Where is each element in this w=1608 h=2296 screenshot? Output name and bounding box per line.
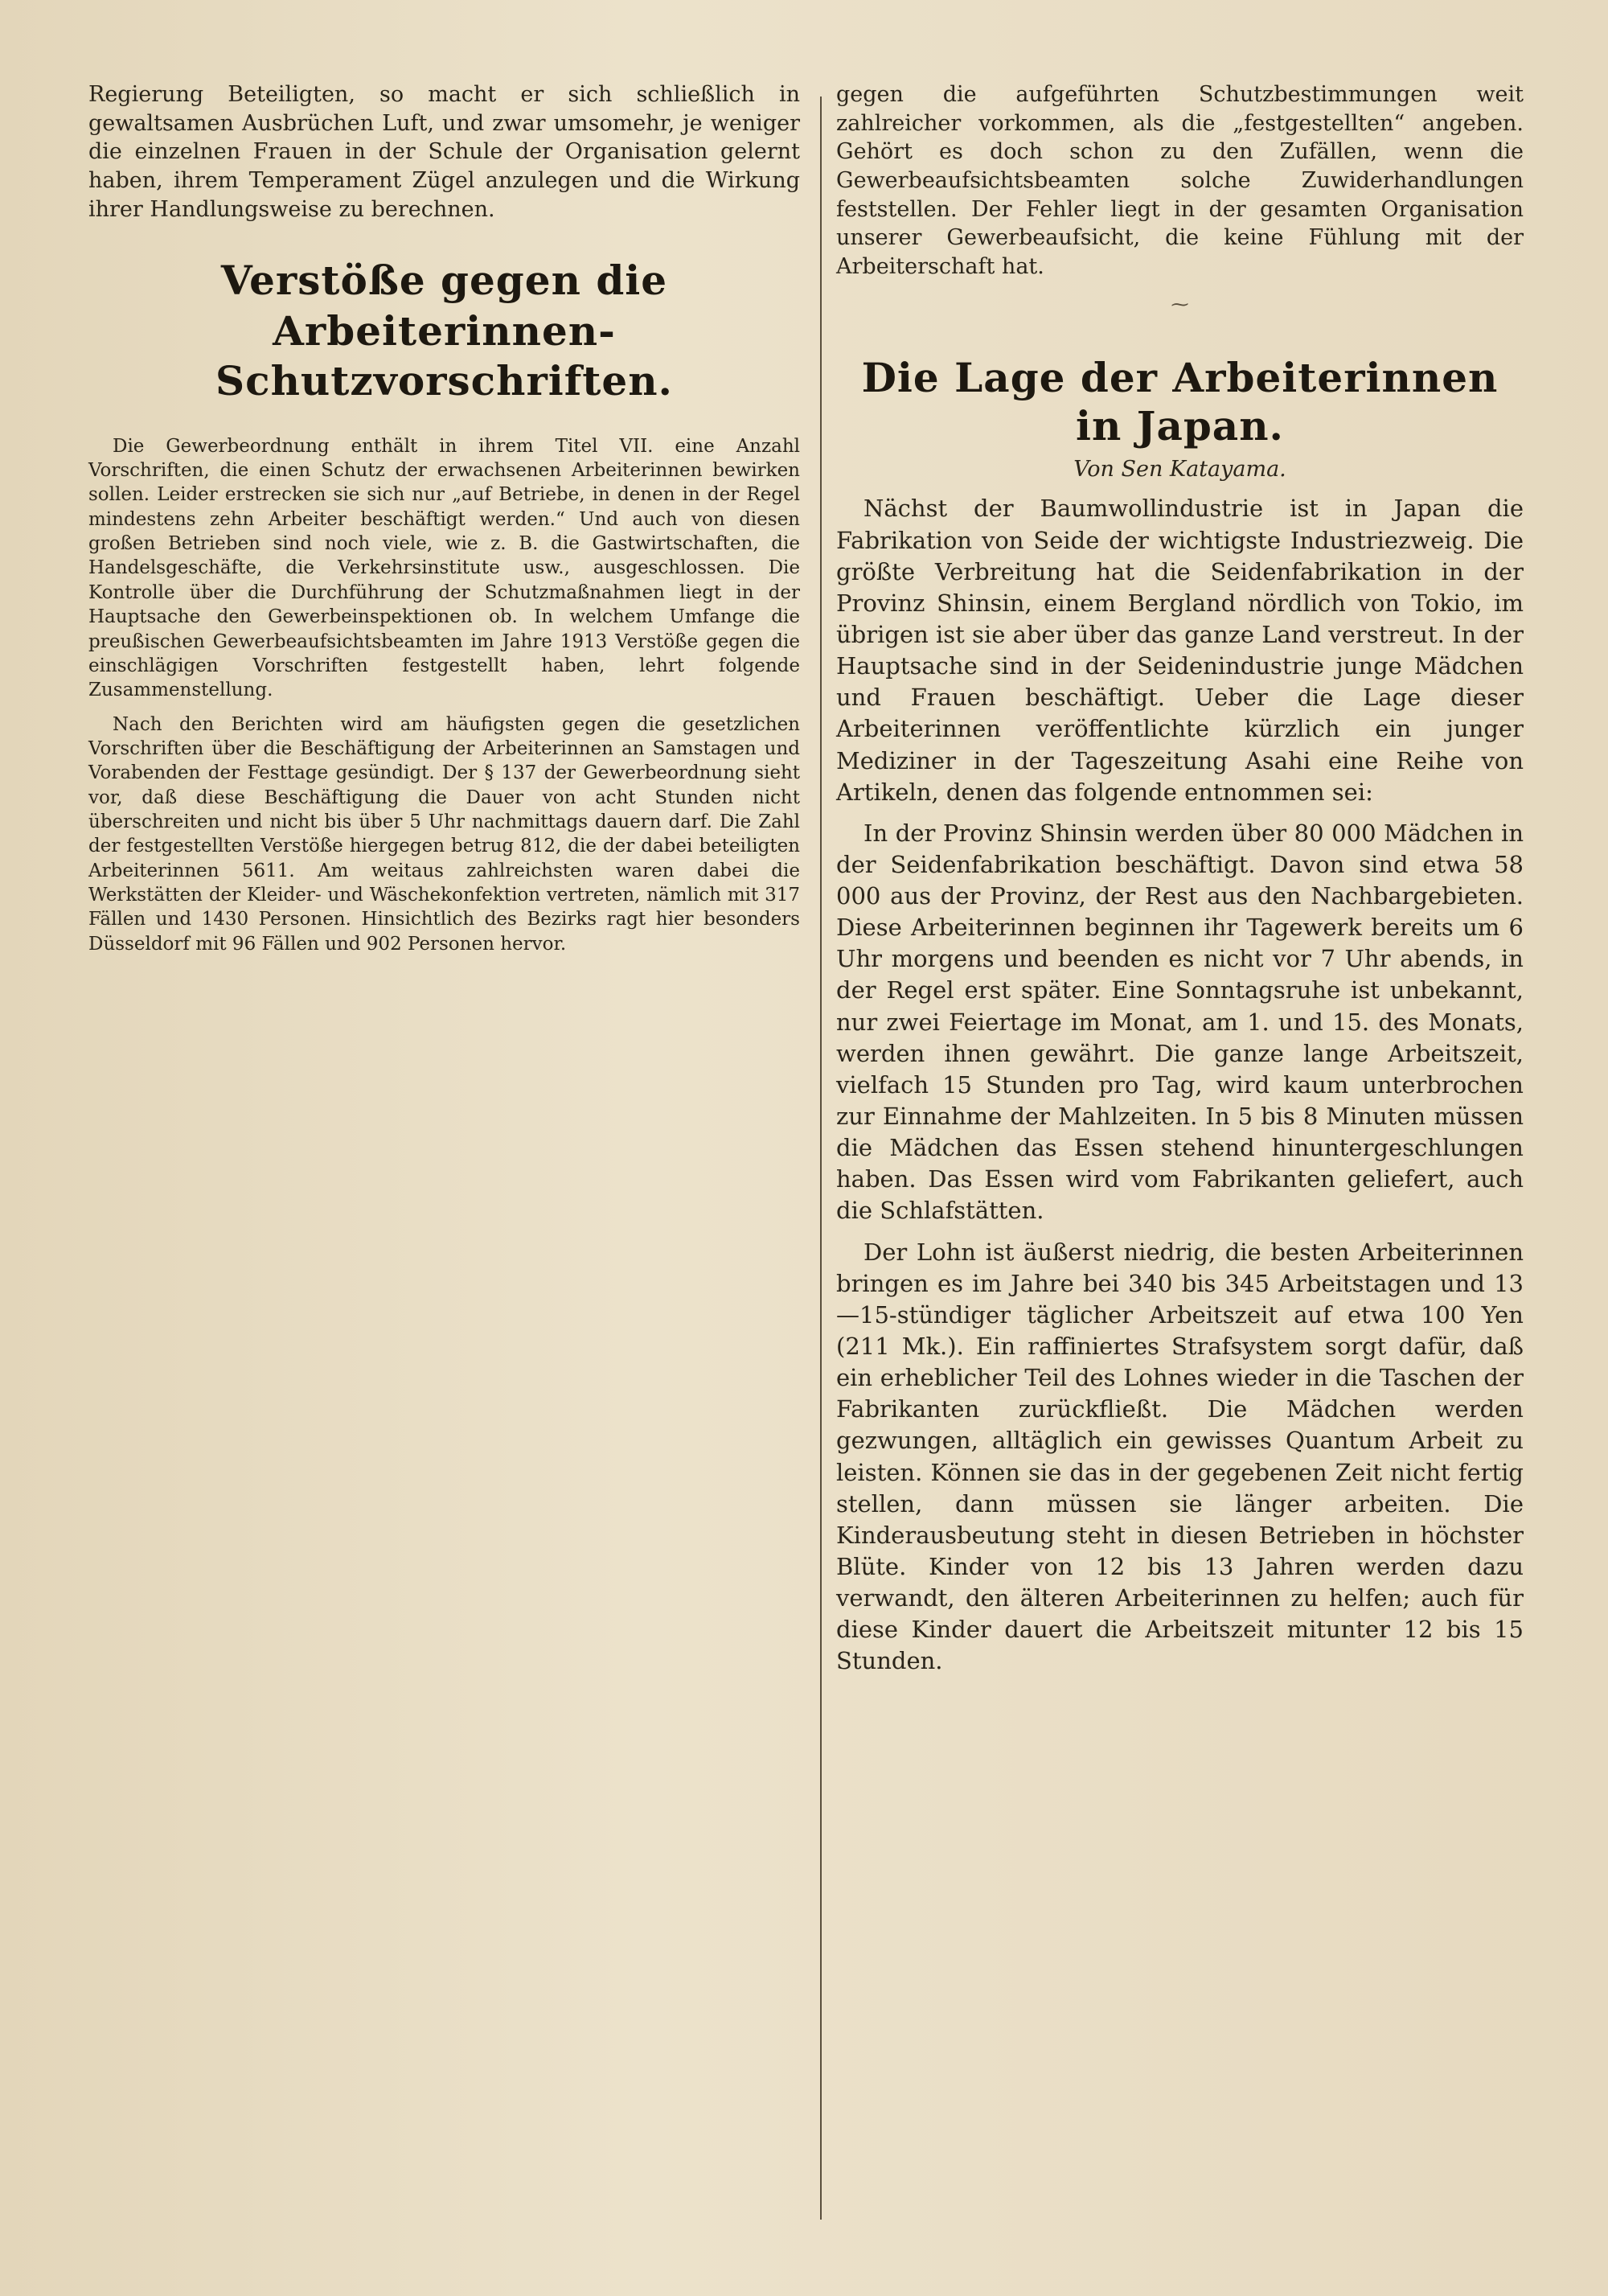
left-paragraph: Die Gewerbeordnung enthält in ihrem Titel VII. eine Anzahl Vorschriften, die einen Schutz der erwachsenen Arbeiterinnen bewirken sollen. Leider erstrecken sie sich nur „auf Betriebe, in denen in der Regel mindestens zehn Arbeiter beschäftigt werden.“ Und auch von diesen großen Betrieben sind noch viele, wie z. B. die Gastwirtschaften, die Handelsgeschäfte, die Verkehrsinstitute usw., ausgeschlossen. Die Kontrolle über die Durchführung der Schutzmaßnahmen liegt in der Hauptsache den Gewerbeinspektionen ob. In welchem Umfange die preußischen Gewerbeaufsichtsbeamten im Jahre 1913 Verstöße gegen die einschlägigen Vorschriften festgestellt haben, lehrt folgende Zusammenstellung.: [88, 435, 800, 701]
right-paragraph: Der Lohn ist äußerst niedrig, die besten Arbeiterinnen bringen es im Jahre bei 340 bis 345 Arbeitstagen und 13—15-stündiger täglicher Arbeitszeit auf etwa 100 Yen (211 Mk.). Ein raffiniertes Strafsystem sorgt dafür, daß ein erheblicher Teil des Lohnes wieder in die Taschen der Fabrikanten zurückfließt. Die Mädchen werden gezwungen, alltäglich ein gewisses Quantum Arbeit zu leisten. Können sie das in der gegebenen Zeit nicht fertig stellen, dann müssen sie länger arbeiten. Die Kinderausbeutung steht in diesen Betrieben in höchster Blüte. Kinder von 12 bis 13 Jahren werden dazu verwandt, den älteren Arbeiterinnen zu helfen; auch für diese Kinder dauert die Arbeitszeit mitunter 12 bis 15 Stunden.: [836, 1238, 1524, 1675]
left-paragraph: Nach den Berichten wird am häufigsten gegen die gesetzlichen Vorschriften über die Beschäftigung der Arbeiterinnen an Samstagen und Vorabenden der Festtage gesündigt. Der § 137 der Gewerbeordnung sieht vor, daß diese Beschäftigung die Dauer von acht Stunden nicht überschreiten und nicht bis über 5 Uhr nachmittags dauern darf. Die Zahl der festgestellten Verstöße hiergegen betrug 812, die der dabei beteiligten Arbeiterinnen 5611. Am weitaus zahlreichsten waren dabei die Werkstätten der Kleider- und Wäschekonfektion vertreten, nämlich mit 317 Fällen und 1430 Personen. Hinsichtlich des Bezirks ragt hier besonders Düsseldorf mit 96 Fällen und 902 Personen hervor.: [88, 713, 800, 955]
left-intro-paragraph: Regierung Beteiligten, so macht er sich schließlich in gewaltsamen Ausbrüchen Luft, und zwar umsomehr, je weniger die einzelnen Frauen in der Schule der Organisation gelernt haben, ihrem Temperament Zügel anzulegen und die Wirkung ihrer Handlungsweise zu berechnen.: [88, 82, 800, 222]
author-byline: Von Sen Katayama.: [1073, 457, 1286, 483]
ornament-divider: ⁓: [1171, 295, 1189, 316]
right-intro-paragraph: gegen die aufgeführten Schutzbestimmungen weit zahlreicher vorkommen, als die „festgestellten“ angeben. Gehört es doch schon zu den Zufällen, wenn die Gewerbeaufsichtsbeamten solche Zuwiderhandlungen feststellen. Der Fehler liegt in der gesamten Organisation unserer Gewerbeaufsicht, die keine Fühlung mit der Arbeiterschaft hat.: [836, 82, 1524, 279]
right-headline: Die Lage der Arbeiterinnen in Japan.: [861, 354, 1499, 450]
left-headline: Verstöße gegen die Arbeiterinnen-Schutzvorschriften.: [215, 257, 673, 405]
right-paragraph: In der Provinz Shinsin werden über 80 000 Mädchen in der Seidenfabrikation beschäftigt. Davon sind etwa 58 000 aus der Provinz, der Rest aus den Nachbargebieten. Diese Arbeiterinnen beginnen ihr Tagewerk bereits um 6 Uhr morgens und beenden es nicht vor 7 Uhr abends, in der Regel erst später. Eine Sonntagsruhe ist unbekannt, nur zwei Feiertage im Monat, am 1. und 15. des Monats, werden ihnen gewährt. Die ganze lange Arbeitszeit, vielfach 15 Stunden pro Tag, wird kaum unterbrochen zur Einnahme der Mahlzeiten. In 5 bis 8 Minuten müssen die Mädchen das Essen stehend hinuntergeschlungen haben. Das Essen wird vom Fabrikanten geliefert, auch die Schlafstätten.: [836, 819, 1524, 1225]
left-column: [88, 80, 800, 966]
right-column: [836, 80, 1524, 1687]
column-divider: [820, 97, 822, 2220]
right-paragraph: Nächst der Baumwollindustrie ist in Japan die Fabrikation von Seide der wichtigste Industriezweig. Die größte Verbreitung hat die Seidenfabrikation in der Provinz Shinsin, einem Bergland nördlich von Tokio, im übrigen ist sie aber über das ganze Land verstreut. In der Hauptsache sind in der Seidenindustrie junge Mädchen und Frauen beschäftigt. Ueber die Lage dieser Arbeiterinnen veröffentlichte kürzlich ein junger Mediziner in der Tageszeitung Asahi eine Reihe von Artikeln, denen das folgende entnommen sei:: [836, 495, 1524, 806]
